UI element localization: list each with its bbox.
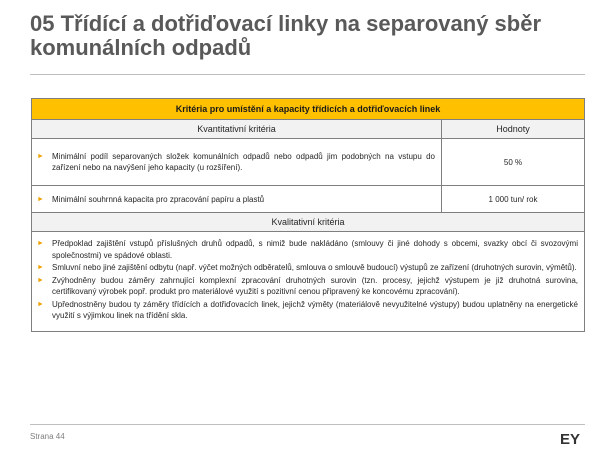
orange-triangle-bullet-icon: ► [37,153,44,160]
orange-triangle-bullet-icon: ► [37,276,44,284]
criterion-text: Minimální souhrnná kapacita pro zpracování papíru a plastů [52,194,265,204]
qualitative-criteria-heading: Kvalitativní kritéria [32,213,585,232]
list-item [37,238,578,261]
list-item [37,275,578,298]
list-item-text: Předpoklad zajištění vstupů příslušných druhů odpadů, s nimiž bude nakládáno (smlouvy či jiné dohody s obcemi, svazky obcí či svozovými společnostmi) ve spádové oblasti. [52,239,578,260]
table-row [32,186,585,213]
qualitative-criteria-list [32,232,585,332]
list-item-text: Smluvní nebo jiné zajištění odbytu (např. výčet možných odběratelů, smlouva o smlouvě budoucí) výstupů ze zařízení (druhotných surovin, výmětů). [52,263,577,272]
orange-triangle-bullet-icon: ► [37,300,44,308]
list-item [37,262,578,274]
table-row [32,139,585,186]
orange-triangle-bullet-icon: ► [37,240,44,247]
criterion-cell [32,186,442,213]
values-column-heading: Hodnoty [442,120,585,139]
list-item-text: Upřednostněny budou ty záměry třídících a dotřiďovacích linek, jejichž výměty (materiálově nevyužitelné výstupy) budou uplatněny na energetické využití s výjimkou linek na třídění skla. [52,299,578,320]
criteria-table [31,98,585,332]
criterion-text: Minimální podíl separovaných složek komunálních odpadů nebo odpadů jim podobných na vstupu do zařízení nebo na navýšení jeho kapacity (u rozšíření). [52,152,435,172]
list-item-text: Zvýhodněny budou záměry zahrnující komplexní zpracování druhotných surovin (tzn. procesy, jejichž výstupem je již druhotná surovina, certifikovaný výrobek popř. produkt pro materiálové využití s pozitivní cenou připravený ke koncovému zpracování). [52,275,578,296]
orange-triangle-bullet-icon: ► [37,264,44,271]
criterion-value: 1 000 tun/ rok [442,186,585,213]
table-header: Kritéria pro umístění a kapacity třídicích a dotřiďovacích linek [32,99,585,120]
slide-title: 05 Třídící a dotřiďovací linky na separovaný sběr komunálních odpadů [30,11,542,60]
criterion-cell [32,139,442,186]
page-number: Strana 44 [30,432,65,441]
list-item [37,299,578,322]
quantitative-criteria-heading: Kvantitativní kritéria [32,120,442,139]
orange-triangle-bullet-icon: ► [37,195,44,203]
ey-logo: EY [560,431,581,448]
criterion-value: 50 % [442,139,585,186]
footer-divider [30,424,585,425]
title-divider [30,74,585,75]
